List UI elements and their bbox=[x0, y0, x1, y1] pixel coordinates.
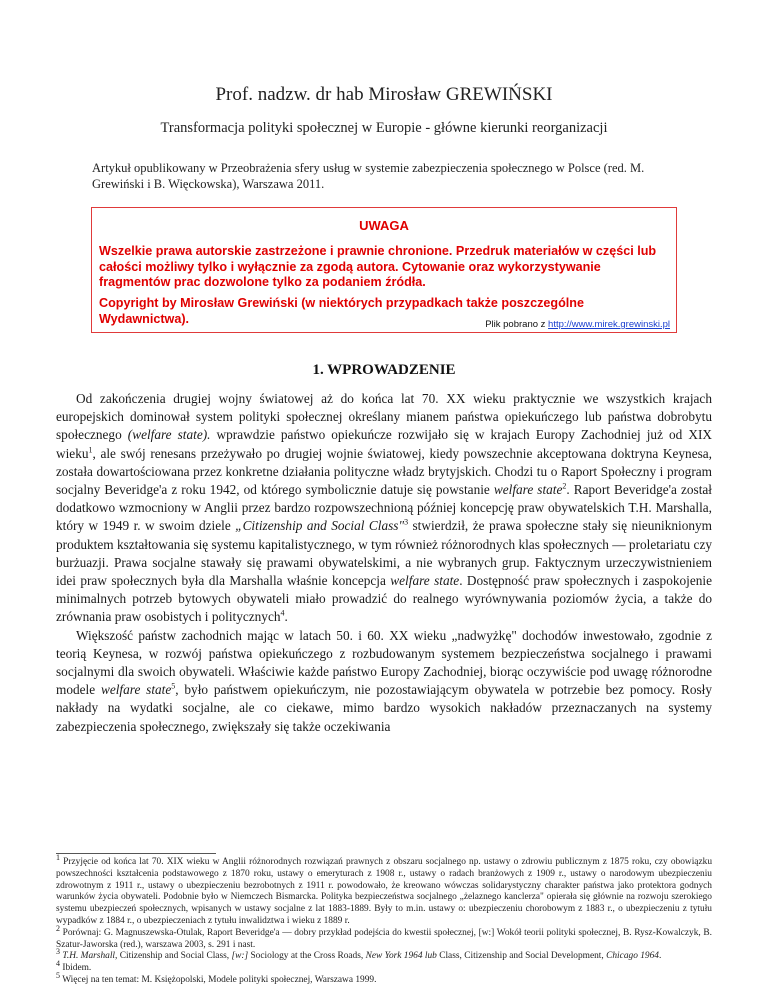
footnote-divider bbox=[56, 853, 216, 854]
footnote-ref[interactable]: 3 bbox=[404, 518, 409, 527]
source-link[interactable]: http://www.mirek.grewinski.pl bbox=[548, 319, 670, 330]
notice-source bbox=[485, 319, 670, 330]
footnote-ref[interactable]: 2 bbox=[562, 481, 567, 491]
paragraph-2: Większość państw zachodnich mając w latach 50. i 60. XX wieku „nadwyżkę" dochodów inwestowało, zgodnie z teorią Keynesa, w rozwój państwa opiekuńczego z rozbudowanym systemem bezpieczeństwa socjalnego i prawami socjalnymi dla swoich obywateli. Właściwie każde państwo Europy Zachodniej, biorąc oczywiście pod uwagę różnorodne modele welfare state$^5$, było państwem opiekuńczym, nie pozostawiającym obywatela w potrzebie bez pomocy. Rosły nakłady na wydatki socjalne, ale co ciekawe, mimo bardzo wysokich nakładów przeznaczanych na systemy zabezpieczenia społecznego, zwiększały się także oczekiwania bbox=[56, 627, 712, 734]
footnote: $^2$ Porównaj: G. Magnuszewska-Otulak, Raport Beveridge'a — dobry przykład podejścia do kwestii społecznej, [w:] Wokół teorii polityki społecznej, B. Rysz-Kowalczyk, B. Szatur-Jaworska (red.), warszawa 2003, s. 291 i nast. bbox=[56, 923, 713, 950]
footnote: $^3$ T.H. Marshall, Citizenship and Social Class, [w:] Sociology at the Cross Roads, New York 1964 lub Class, Citizenship and Social Development, Chicago 1964. bbox=[56, 947, 662, 962]
notice-text: Wszelkie prawa autorskie zastrzeżone i prawnie chronione. Przedruk materiałów w części lub całości możliwy tylko i wyłącznie za zgodą autora. Cytowanie oraz wykorzystywanie fragmentów prac dozwolone tylko za podaniem źródła. bbox=[99, 244, 657, 289]
section-title: 1. WPROWADZENIE bbox=[312, 362, 456, 378]
article-title: Transformacja polityki społecznej w Europie - główne kierunki reorganizacji bbox=[160, 120, 608, 136]
source-prefix: Plik pobrano z bbox=[485, 319, 549, 330]
copyright-notice-box bbox=[91, 207, 677, 333]
footnote: $^5$ Więcej na ten temat: M. Księżopolski, Modele polityki społecznej, Warszawa 1999. bbox=[56, 970, 377, 985]
paragraph-1: Od zakończenia drugiej wojny światowej aż do końca lat 70. XX wieku praktycznie we wszystkich krajach europejskich dominował system polityki społecznej określany mianem państwa opiekuńczego lub państwa dobrobytu społecznego (welfare state). wprawdzie państwo opiekuńcze rozwijało się w krajach Europy Zachodniej już od XIX wieku$^1$, ale swój renesans przeżywało po drugiej wojnie światowej, kiedy powszechnie akceptowana doktryna Keynesa, została dowartościowana przez konkretne działania polityczne władz brytyjskich. Chodzi tu o Raport Społeczny i program socjalny Beveridge'a z roku 1942, od którego symbolicznie datuje się powstanie welfare state$^2$. Raport Beveridge'a został dodatkowo wzmocniony w Anglii przez bardzo rozpowszechnioną później koncepcję praw obywatelskich T.H. Marshalla, który w 1949 r. w swoim dziele „Citizenship and Social Class"$^3$ stwierdził, że prawa społeczne stały się nieuniknionym produktem kształtowania się systemu kapitalistycznego, w tym również różnorodnych klas społecznych — proletariatu czy burżuazji. Prawa socjalne stawały się prawami obywatelskimi, a nie wybranych grup. Faktycznym urzeczywistnieniem idei praw społecznych była dla Marshalla właśnie koncepcja welfare state. Dostępność praw społecznych i zaspokojenie minimalnych potrzeb bytowych obywateli miało prowadzić do realnego wyrównywania poziomów życia, a także do zrównania praw osobistych i politycznych$^4$. bbox=[56, 391, 712, 625]
footnote: $^4$ Ibidem. bbox=[56, 959, 92, 974]
footnote-ref[interactable]: 5 bbox=[171, 681, 176, 691]
author-name: Prof. nadzw. dr hab Mirosław GREWIŃSKI bbox=[215, 84, 553, 105]
notice-title: UWAGA bbox=[359, 218, 409, 233]
footnotes bbox=[56, 852, 713, 987]
footnote: $^1$ Przyjęcie od końca lat 70. XIX wieku w Anglii różnorodnych rozwiązań prawnych z obszaru socjalnego np. ustawy o zdrowiu publicznym z 1875 roku, czy obowiązku powszechności kształcenia podstawowego z 1870 roku, ustawy o emeryturach z 1908 r., ustawy o radach branżowych z 1909 r., ustawy o narodowym ubezpieczeniu zdrowotnym z 1911 r., ustawy o ubezpieczeniu bezrobotnych z 1911 r. powodowało, że kreowano wówczas solidarystyczny charakter państwa jako protektora godnych warunków życia obywateli. Podobnie było w Niemczech Bismarcka. Polityka bezpieczeństwa socjalnego „żelaznego kanclerza" opierała się głównie na rozwoju szerokiego systemu ubezpieczeń społecznych, wpisanych w ustawy socjalne z lat 1883-1889. Były to m.in. ustawy o: ubezpieczeniu chorobowym z 1883 r., o ubezpieczeniu z tytułu wypadków z 1884 r., o ubezpieczeniach z tytułu inwalidztwa i wieku z 1889 r. bbox=[56, 852, 713, 926]
body-text bbox=[56, 390, 712, 736]
footnote-ref[interactable]: 1 bbox=[88, 445, 93, 455]
notice-copyright: Copyright by Mirosław Grewiński (w niektórych przypadkach także poszczególne Wydawnictwa). bbox=[99, 296, 584, 326]
publication-info: Artykuł opublikowany w Przeobrażenia sfery usług w systemie zabezpieczenia społecznego w Polsce (red. M. Grewiński i B. Więckowska), Warszawa 2011. bbox=[92, 161, 645, 191]
footnote-ref[interactable]: 4 bbox=[280, 609, 285, 619]
